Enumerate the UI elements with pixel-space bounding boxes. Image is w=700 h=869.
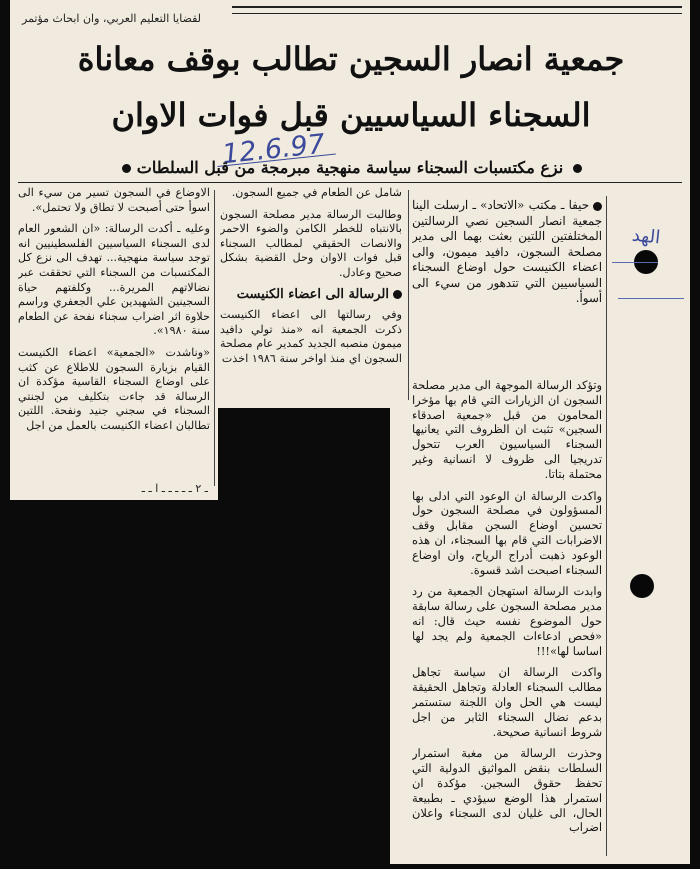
article-column-middle (220, 186, 402, 400)
paragraph: واكدت الرسالة ان سياسة تجاهل مطالب السجناء العادلة وتجاهل الحقيقة ليست هي الحل وان اللجنة ستستمر بدعم نضال السجناء الثابر من اجل شروط انسانية صحيحة. (412, 665, 602, 739)
paragraph: وفي رسالتها الى اعضاء الكنيست ذكرت الجمعية انه «منذ تولي دافيد ميمون منصبه الجديد كمدير عام مصلحة السجون اي منذ اواخر سنة ١٩٨٦ اخذت (220, 308, 402, 365)
paragraph: حيفا ـ مكتب «الاتحاد» ـ ارسلت الينا جمعية انصار السجين نصي الرسالتين المختلفتين اللتين بعثت بهما الى مدير مصلحة السجون، دافيد ميمون، والى اعضاء الكنيست حول اوضاع السجناء السياسيين التي تتدهور من سيء الى أسوأ. (412, 198, 602, 305)
column-divider (214, 190, 215, 486)
paragraph: وعليه ـ أكدت الرسالة: «ان الشعور العام لدى السجناء السياسيين الفلسطينيين انه توجد سياسة منهجية... تهدف الى نزع كل المكتسبات من السجناء التي تحققت عبر نضالاتهم المريرة... وكلفتهم حياة السجينين الشهيدين علي الجعفري وراسم حلاوة اثر اضراب سجناء نفحة عن الطعام سنة ١٩٨٠». (18, 222, 210, 338)
punch-hole (630, 574, 654, 598)
column-divider (606, 196, 607, 856)
handwritten-note: الهد (630, 224, 662, 249)
masthead-rule (232, 6, 682, 14)
paragraph: شامل عن الطعام في جميع السجون. (231, 186, 402, 199)
ink-stroke (618, 298, 684, 299)
subheadline-text: نزع مكتسبات السجناء سياسة منهجية مبرمجة من قبل السلطات (136, 158, 564, 177)
paragraph: وطالبت الرسالة مدير مصلحة السجون بالانتباه للخطر الكامن والضوء الاحمر والانصات الحقيقي لمطالب السجناء قبل فوات الاوان وحل القضية بشكل صحيح وعادل. (220, 207, 402, 279)
subheadline-rule (18, 182, 682, 183)
headline-line-1: جمعية انصار السجين تطالب بوقف معاناة (77, 40, 625, 78)
bullet-icon (573, 164, 582, 173)
paragraph: وتؤكد الرسالة الموجهة الى مدير مصلحة السجون ان الزيارات التي قام بها مؤخرا المحامون من قبل «جمعية اصدقاء السجين» تثبت ان الظروف التي يعانيها السجناء السياسيون العرب تتحول تدريجيا الى ظروف لا انسانية وغير محتملة بتاتا. (412, 378, 602, 481)
column-divider (408, 190, 409, 400)
section-subhead (220, 288, 402, 303)
handwritten-date: 12.6.97 (220, 128, 327, 171)
bullet-icon (593, 202, 602, 211)
bullet-icon (122, 164, 131, 173)
article-column-continued (412, 378, 602, 856)
ink-stroke (612, 262, 658, 263)
article-column-right (412, 198, 602, 358)
cut-off-text: ـ ٢ ـ ـ ـ ـ ـ ا ـ ـ (141, 482, 208, 492)
masthead-text: لقضايا التعليم العربي، وان ابحاث مؤتمر (22, 12, 202, 25)
paragraph: «وناشدت «الجمعية» اعضاء الكنيست القيام بزيارة السجون للاطلاع عن كثب على اوضاع السجناء القاسية مؤكدة ان الرسالة قد جاءت بتكليف من لجنتي السجناء في سجني جنيد ونفحة. اللتين تطالبان اعضاء الكنيست بالعمل من اجل (18, 345, 210, 432)
article-column-left (18, 186, 210, 486)
subheadline (18, 158, 682, 177)
bullet-icon (393, 290, 402, 299)
paragraph: واكدت الرسالة ان الوعود التي ادلى بها المسؤولون في مصلحة السجون حول تحسين اوضاع السجن مقابل وقف الاضرابات التي قام بها السجناء، ان هذه الوعود ذهبت أدراج الرياح، وان اوضاع السجناء اصبحت اشد قسوة. (412, 488, 602, 577)
headline-line-2: السجناء السياسيين قبل فوات الاوان (111, 96, 591, 134)
paragraph: وابدت الرسالة استهجان الجمعية من رد مدير مصلحة السجون على رسالة سابقة حول الموضوع نفسه حيث قال: انه «فحص ادعاءات الجمعية ولم يجد لها اساسا لها»!!! (412, 584, 602, 658)
section-subhead-text: الرسالة الى اعضاء الكنيست (236, 286, 389, 302)
paragraph: الاوضاع في السجون تسير من سيء الى اسوأ حتى أصبحت لا تطاق ولا تحتمل». (18, 186, 210, 214)
paragraph: وحذرت الرسالة من مغبة استمرار السلطات بنقض المواثيق الدولية التي تحفظ حقوق السجين. مؤكدة ان استمرار هذا الوضع سيؤدي ـ بطبيعة الحال، الى غليان لدى السجناء واعلان اضراب (412, 746, 602, 835)
